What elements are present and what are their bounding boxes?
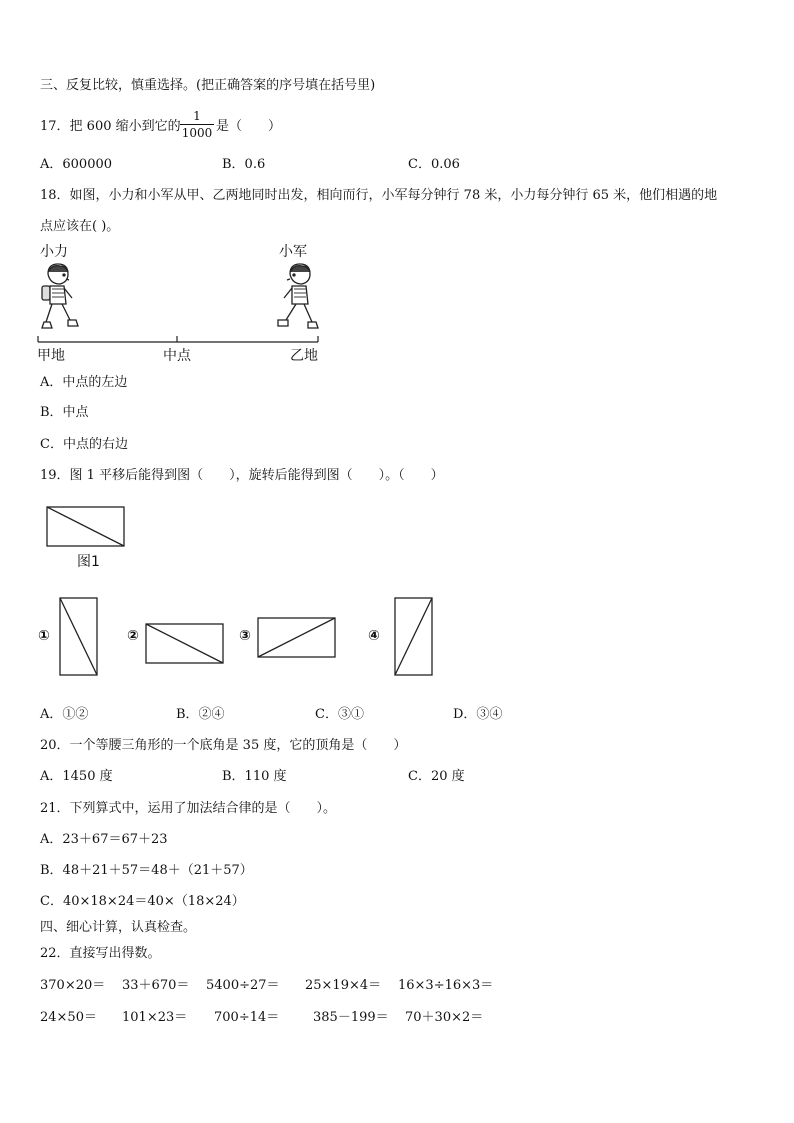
q17-option-a: A．600000 [40, 157, 113, 172]
q17-option-c: C．0.06 [408, 157, 460, 172]
q21-option-c: C．40×18×24＝40×（18×24） [40, 894, 245, 909]
q19-option-a: A．①② [40, 707, 89, 722]
q17-option-b: B．0.6 [222, 157, 266, 172]
calc-item: 5400÷27＝ [206, 978, 280, 993]
shape-label-1: ① [38, 628, 50, 644]
q21-stem: 21．下列算式中，运用了加法结合律的是（ ）。 [40, 801, 337, 816]
shape-2-rectangle [145, 623, 225, 665]
q20-option-a: A．1450 度 [40, 769, 113, 784]
calc-item: 70＋30×2＝ [405, 1010, 484, 1025]
label-xiaojun: 小军 [279, 244, 307, 260]
shape-3-rectangle [257, 617, 337, 659]
q18-stem-line2: 点应该在( )。 [40, 219, 120, 234]
q18-option-c: C．中点的右边 [40, 437, 128, 452]
calc-item: 33＋670＝ [122, 978, 190, 993]
label-xiaoli: 小力 [40, 244, 68, 260]
shape-label-2: ② [127, 628, 139, 644]
q18-stem-line1: 18．如图，小力和小军从甲、乙两地同时出发，相向而行，小军每分钟行 78 米，小力每分钟行 65 米，他们相遇的地 [40, 188, 718, 203]
q20-option-b: B．110 度 [222, 769, 287, 784]
q19-option-d: D．③④ [453, 707, 503, 722]
q19-option-c: C．③① [315, 707, 364, 722]
calc-item: 25×19×4＝ [305, 978, 382, 993]
q17-suffix: 是（ ） [216, 119, 282, 134]
fraction-denominator: 1000 [181, 126, 213, 140]
q17-prefix: 17．把 600 缩小到它的 [40, 119, 181, 134]
boy-xiaoli-icon [34, 262, 84, 334]
label-midpoint: 中点 [163, 348, 191, 364]
label-yidi: 乙地 [290, 348, 318, 364]
calc-item: 24×50＝ [40, 1010, 97, 1025]
shape-1-rectangle [59, 597, 99, 677]
calc-item: 700÷14＝ [214, 1010, 280, 1025]
q21-option-a: A．23＋67＝67＋23 [40, 832, 168, 847]
q17-fraction [180, 109, 214, 140]
section-heading: 三、反复比较，慎重选择。(把正确答案的序号填在括号里) [40, 78, 376, 93]
fraction-numerator: 1 [193, 109, 201, 123]
q18-option-b: B．中点 [40, 405, 89, 420]
calc-item: 370×20＝ [40, 978, 106, 993]
label-jiadi: 甲地 [37, 348, 65, 364]
route-line [36, 336, 326, 348]
q20-stem: 20．一个等腰三角形的一个底角是 35 度，它的顶角是（ ） [40, 738, 407, 753]
q21-option-b: B．48＋21＋57＝48＋（21＋57） [40, 863, 253, 878]
q18-option-a: A．中点的左边 [40, 375, 128, 390]
figure-1-caption: 图1 [77, 554, 100, 570]
calc-item: 16×3÷16×3＝ [398, 978, 494, 993]
boy-xiaojun-icon [272, 262, 322, 334]
figure-1-rectangle [46, 506, 126, 548]
shape-4-rectangle [394, 597, 434, 677]
q22-stem: 22．直接写出得数。 [40, 946, 161, 961]
shape-label-3: ③ [239, 628, 251, 644]
calc-item: 385－199＝ [313, 1010, 389, 1025]
q20-option-c: C．20 度 [408, 769, 465, 784]
section-heading: 四、细心计算，认真检查。 [40, 920, 197, 935]
fraction-bar [180, 124, 214, 125]
q19-option-b: B．②④ [176, 707, 225, 722]
shape-label-4: ④ [368, 628, 380, 644]
calc-item: 101×23＝ [122, 1010, 188, 1025]
q19-stem: 19．图 1 平移后能得到图（ ），旋转后能得到图（ ）。（ ） [40, 468, 444, 483]
